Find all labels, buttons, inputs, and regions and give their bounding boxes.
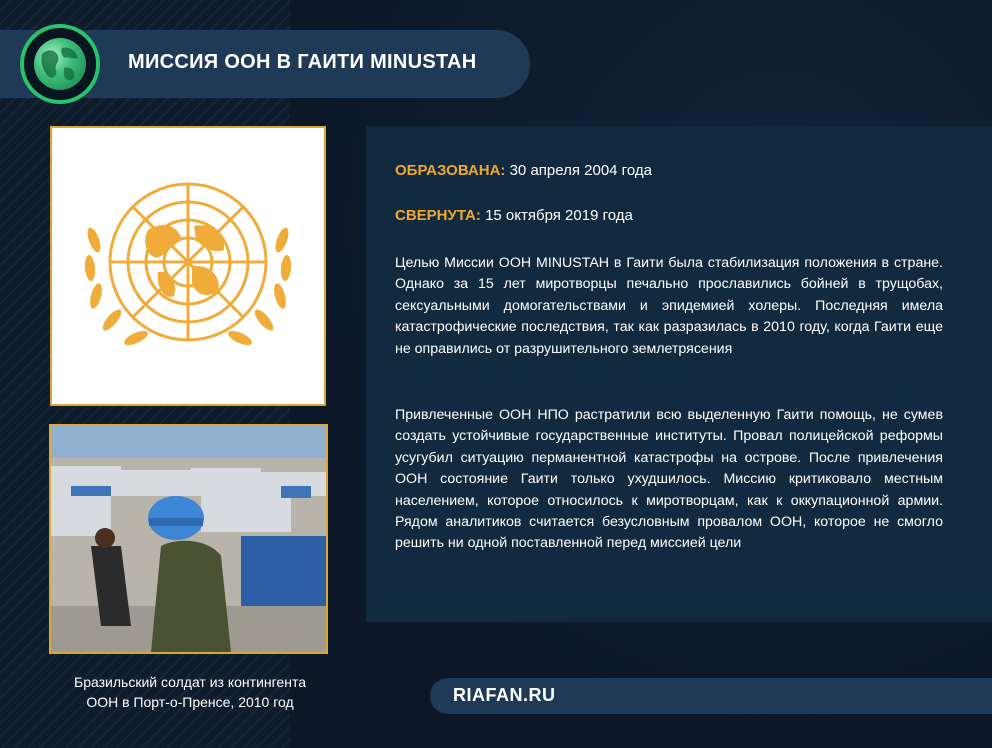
paragraph-2: Привлеченные ООН НПО растратили всю выделенную Гаити помощь, не сумев создать устойчивые государственные институты. Провал полицейской реформы усугубил ситуацию перманентной катастрофы на острове. После привлечения ООН состояние Гаити только ухудшилось. Миссию критиковало местным населением, которое относилось к миротворцам, как к оккупационной армии. Рядом аналитиков считается безусловным провалом ООН, которое не смогло решить ни одной поставленной перед миссией цели [395, 407, 943, 552]
page-title: МИССИЯ ООН В ГАИТИ MINUSTAH [128, 51, 477, 73]
founded-value: 30 апреля 2004 года [509, 162, 652, 179]
un-emblem-icon [74, 170, 302, 360]
closed-label: СВЕРНУТА: [395, 207, 481, 224]
caption-line-1: Бразильский солдат из контингента [74, 674, 306, 690]
haiti-photo [49, 424, 328, 654]
founded-field [395, 162, 652, 179]
founded-label: ОБРАЗОВАНА: [395, 162, 506, 179]
caption-line-2: ООН в Порт-о-Пренсе, 2010 год [86, 694, 294, 710]
un-emblem-frame [50, 126, 326, 406]
globe-badge [20, 24, 100, 104]
closed-value: 15 октября 2019 года [485, 207, 633, 224]
photo-caption [30, 672, 350, 712]
globe-icon [34, 38, 86, 90]
closed-field [395, 207, 633, 224]
site-link[interactable]: RIAFAN.RU [453, 685, 556, 705]
paragraph-1: Целью Миссии ООН MINUSTAH в Гаити была стабилизация положения в стране. Однако за 15 лет миротворцы печально прославились бойней в трущобах, сексуальными домогательствами и эпидемией холеры. Последняя имела катастрофические последствия, так как разразилась в 2010 году, когда Гаити еще не оправились от разрушительного землетрясения [395, 255, 943, 357]
